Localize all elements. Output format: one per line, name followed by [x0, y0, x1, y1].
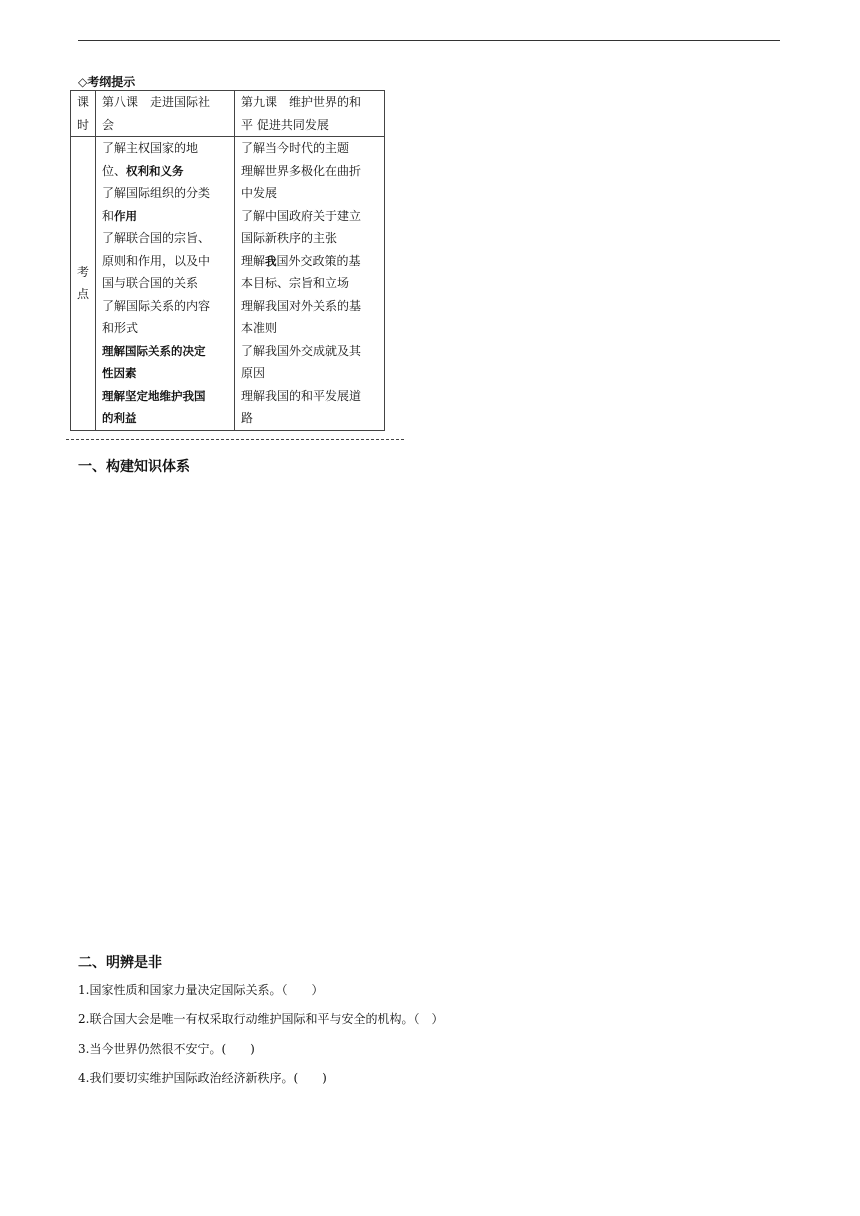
point-line: 了解国际组织的分类 [102, 186, 211, 200]
point-text-bold: 我 [265, 253, 277, 268]
question-item: 3.当今世界仍然很不安宁。( ) [78, 1042, 255, 1056]
point-line [102, 160, 228, 183]
point-line-bold: 性因素 [102, 366, 137, 380]
point-text-bold: 权利和义务 [126, 163, 184, 178]
header-lesson9-line: 平 促进共同发展 [241, 117, 329, 132]
row-label-line: 点 [76, 287, 89, 302]
outline-table [70, 90, 385, 431]
question-item: 1.国家性质和国家力量决定国际关系。（ ） [78, 983, 324, 997]
outline-title: ◇考纲提示 [78, 75, 136, 89]
point-text-bold: 作用 [114, 208, 138, 223]
point-line: 理解世界多极化在曲折 [241, 163, 362, 178]
point-line: 路 [241, 411, 254, 425]
question-item: 4.我们要切实维护国际政治经济新秩序。( ) [78, 1071, 327, 1085]
point-line: 本准则 [241, 321, 278, 335]
point-line-bold: 的利益 [102, 411, 137, 425]
header-lesson8-line: 会 [102, 117, 115, 132]
header-cell-lesson8 [96, 91, 235, 137]
point-line: 和形式 [102, 321, 139, 335]
section-divider [66, 439, 404, 440]
point-line-bold: 理解国际关系的决定 [102, 343, 206, 358]
point-line [241, 250, 378, 273]
lesson8-points-cell [96, 137, 235, 431]
table-header-row [71, 91, 385, 137]
point-line: 了解主权国家的地 [102, 141, 199, 155]
header-lesson8-line: 第八课 走进国际社 [102, 95, 211, 109]
point-line: 中发展 [241, 186, 278, 200]
lesson9-points-cell [235, 137, 385, 431]
header-period-line: 课 [76, 95, 89, 109]
point-line: 原则和作用，以及中 [102, 253, 211, 268]
row-label-cell [71, 137, 96, 431]
point-text: 和 [102, 208, 115, 223]
question-item: 2.联合国大会是唯一有权采取行动维护国际和平与安全的机构。（ ） [78, 1012, 444, 1026]
row-label-line: 考 [76, 264, 89, 279]
point-text: 理解 [241, 253, 266, 268]
point-line: 国与联合国的关系 [102, 276, 199, 290]
section2-heading: 二、明辨是非 [78, 955, 162, 971]
point-line: 理解我国对外关系的基 [241, 298, 362, 313]
point-line: 本目标、宗旨和立场 [241, 276, 350, 290]
point-line: 了解联合国的宗旨、 [102, 231, 211, 245]
header-rule [78, 40, 780, 41]
point-line: 理解我国的和平发展道 [241, 388, 362, 403]
header-cell-period [71, 91, 96, 137]
header-lesson9-line: 第九课 维护世界的和 [241, 95, 362, 109]
point-line: 了解我国外交成就及其 [241, 343, 362, 358]
header-period-line: 时 [76, 117, 89, 132]
point-text: 位、 [102, 163, 127, 178]
point-line: 了解中国政府关于建立 [241, 208, 362, 223]
point-line: 了解国际关系的内容 [102, 298, 211, 313]
point-line [102, 205, 228, 228]
table-body-row [71, 137, 385, 431]
section1-heading: 一、构建知识体系 [78, 459, 190, 475]
point-line: 原因 [241, 366, 266, 380]
header-cell-lesson9 [235, 91, 385, 137]
point-text: 国外交政策的基 [276, 253, 361, 268]
point-line: 国际新秩序的主张 [241, 231, 338, 245]
point-line-bold: 理解坚定地维护我国 [102, 388, 206, 403]
point-line: 了解当今时代的主题 [241, 141, 350, 155]
